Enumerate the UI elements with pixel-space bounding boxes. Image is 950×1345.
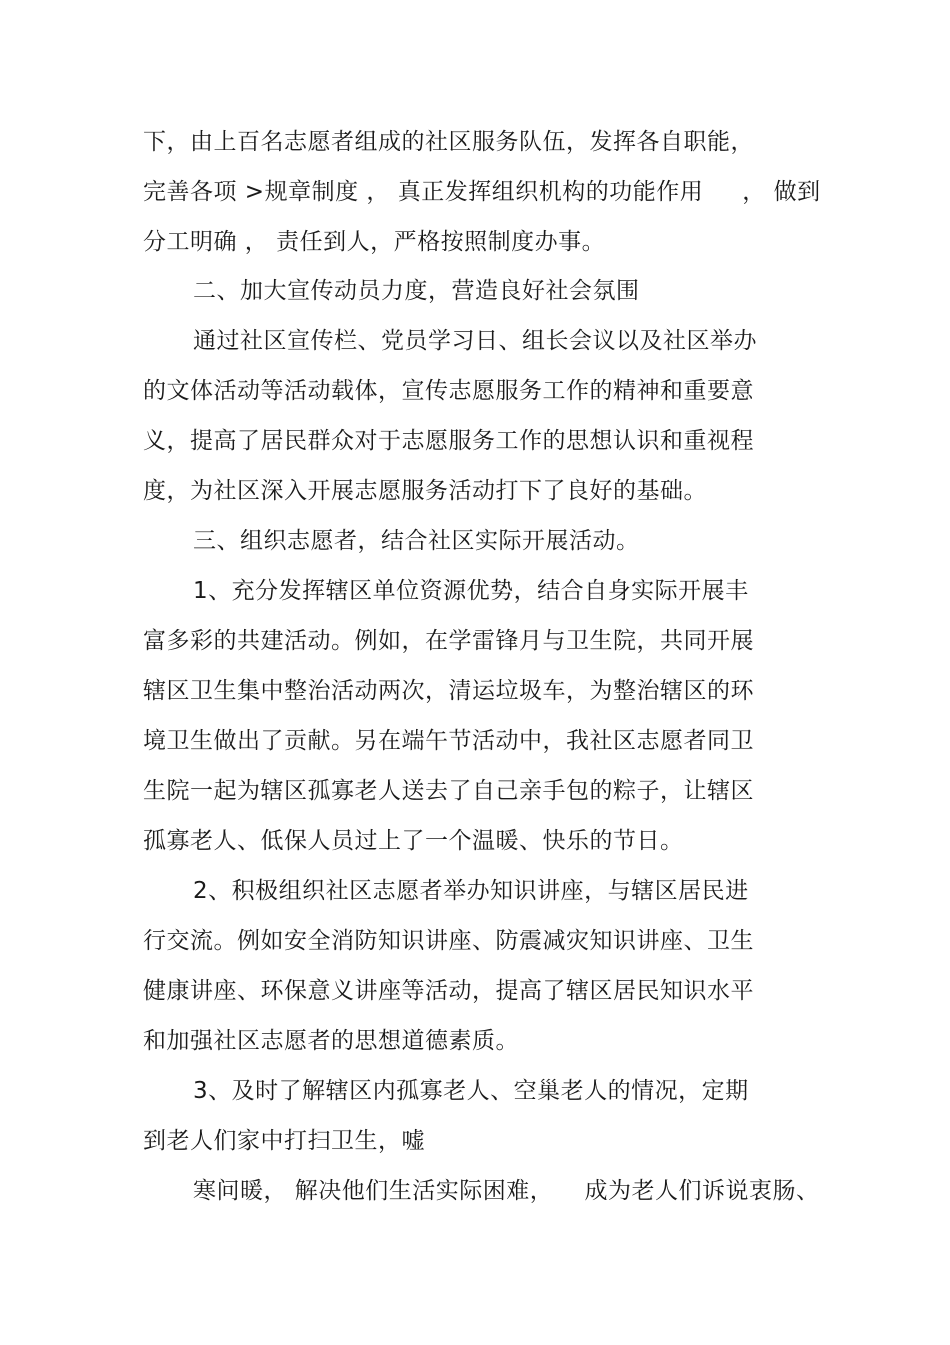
text-line: 寒问暖， 解决他们生活实际困难， 成为老人们诉说衷肠、 [193, 1178, 820, 1204]
text-line: 富多彩的共建活动。例如，在学雷锋月与卫生院，共同开展 [143, 628, 754, 654]
text-line: 下，由上百名志愿者组成的社区服务队伍，发挥各自职能， [143, 129, 754, 155]
text-line: 义，提高了居民群众对于志愿服务工作的思想认识和重视程 [143, 428, 754, 454]
text-line: 健康讲座、环保意义讲座等活动，提高了辖区居民知识水平 [143, 978, 754, 1004]
section-heading: 三、组织志愿者，结合社区实际开展活动。 [193, 528, 640, 554]
text-line: 境卫生做出了贡献。另在端午节活动中，我社区志愿者同卫 [143, 728, 754, 754]
text-line: 完善各项 >规章制度 ， 真正发挥组织机构的功能作用 ， 做到 [143, 179, 821, 205]
text-line: 辖区卫生集中整治活动两次，清运垃圾车，为整治辖区的环 [143, 678, 754, 704]
text-line: 分工明确 ， 责任到人，严格按照制度办事。 [143, 229, 606, 255]
text-line: 生院一起为辖区孤寡老人送去了自己亲手包的粽子，让辖区 [143, 778, 754, 804]
text-line: 到老人们家中打扫卫生，嘘 [143, 1128, 425, 1154]
text-line: 度，为社区深入开展志愿服务活动打下了良好的基础。 [143, 478, 707, 504]
text-line: 3、及时了解辖区内孤寡老人、空巢老人的情况，定期 [193, 1078, 749, 1104]
text-line: 1、充分发挥辖区单位资源优势，结合自身实际开展丰 [193, 578, 749, 604]
text-line: 行交流。例如安全消防知识讲座、防震减灾知识讲座、卫生 [143, 928, 754, 954]
text-line: 通过社区宣传栏、党员学习日、组长会议以及社区举办 [193, 328, 757, 354]
text-line: 2、积极组织社区志愿者举办知识讲座，与辖区居民进 [193, 878, 749, 904]
text-line: 和加强社区志愿者的思想道德素质。 [143, 1028, 519, 1054]
text-line: 的文体活动等活动载体，宣传志愿服务工作的精神和重要意 [143, 378, 754, 404]
text-line: 孤寡老人、低保人员过上了一个温暖、快乐的节日。 [143, 828, 684, 854]
section-heading: 二、加大宣传动员力度，营造良好社会氛围 [193, 278, 640, 304]
